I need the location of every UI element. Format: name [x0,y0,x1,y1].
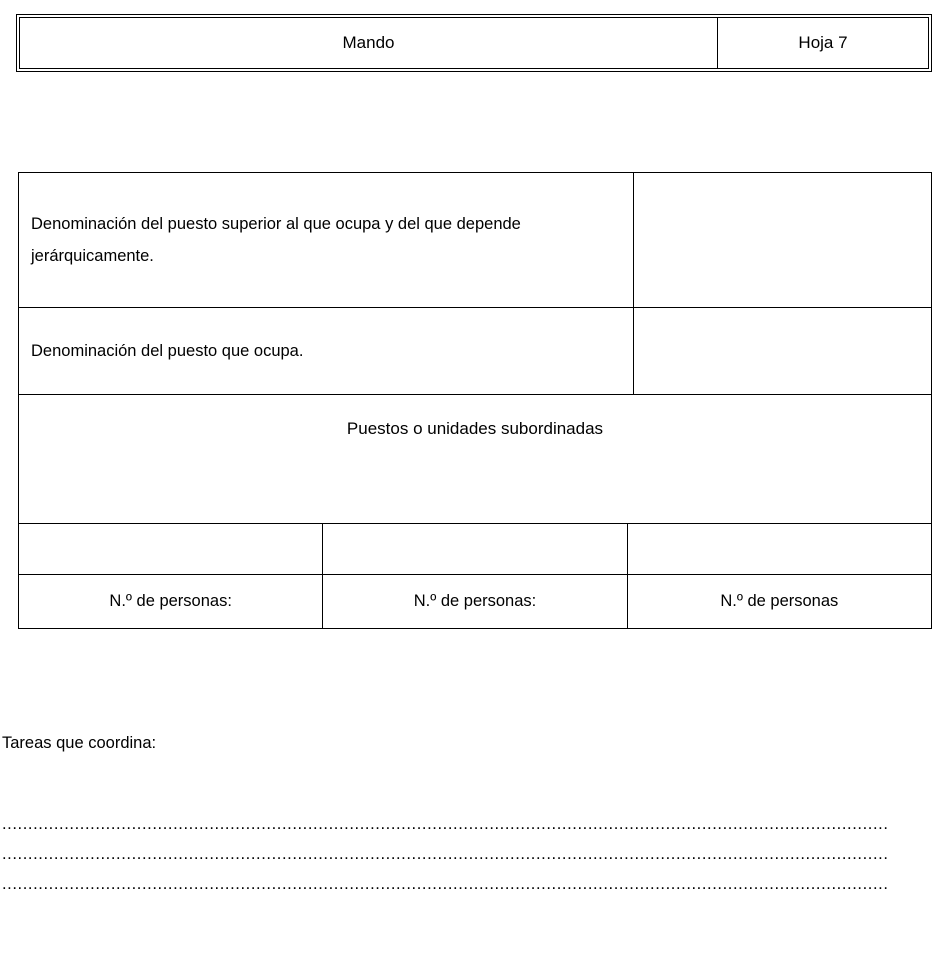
own-position-label-cell [19,308,634,394]
subordinates-header-cell: Puestos o unidades subordinadas [346,419,604,438]
own-position-label: Denominación del puesto que ocupa. [31,341,304,360]
table-row [19,575,931,628]
table-row [19,308,931,395]
superior-position-label: Denominación del puesto superior al que ocupa y del que depende jerárquicamente. [31,214,521,265]
tasks-coordinated-label: Tareas que coordina: [2,734,157,752]
header-table [16,14,932,72]
persons-count-label-3: N.º de personas [720,592,839,610]
header-table-inner [19,17,929,69]
table-row [19,524,931,575]
subordinate-field-3[interactable] [628,524,931,574]
subordinate-field-1[interactable] [19,524,323,574]
table-row [19,173,931,308]
dotted-writing-line[interactable]: ........................................................................................................................................................................... [2,815,889,833]
subordinate-field-2[interactable] [323,524,627,574]
own-position-value-field[interactable] [634,308,931,394]
persons-count-label-1: N.º de personas: [19,575,323,628]
table-row [19,395,931,524]
dotted-writing-line[interactable]: ........................................................................................................................................................................... [2,875,889,893]
main-form-table [18,172,932,629]
header-sheet-cell: Hoja 7 [798,33,848,52]
dotted-writing-line[interactable]: ........................................................................................................................................................................... [2,845,889,863]
superior-position-label-cell [19,173,634,307]
header-title-cell: Mando [20,18,718,68]
persons-count-label-2: N.º de personas: [323,575,627,628]
superior-position-value-field[interactable] [634,173,931,307]
